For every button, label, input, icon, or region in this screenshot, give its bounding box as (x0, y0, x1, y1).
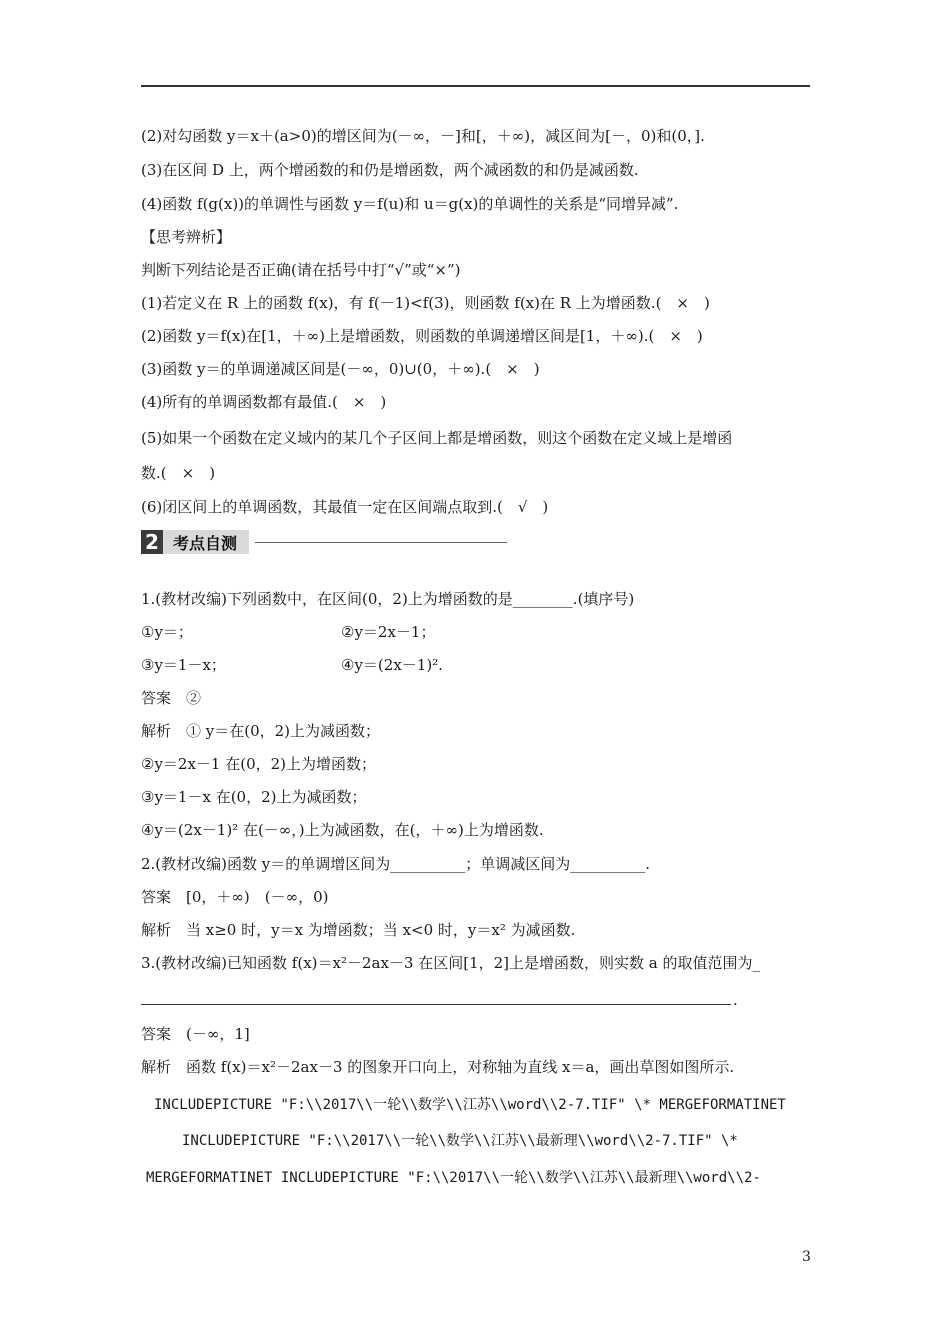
text-line: (6)闭区间上的单调函数，其最值一定在区间端点取到.( √ ) (141, 498, 549, 516)
text-line: ④y＝(2x－1)² 在(－∞，)上为减函数，在(，＋∞)上为增函数. (141, 821, 544, 839)
question-3: 3.(教材改编)已知函数 f(x)＝x²－2ax－3 在区间[1，2]上是增函数，则实数 a 的取值范围为_ (141, 954, 761, 972)
answer-2: 答案 [0，＋∞) (－∞，0) (141, 888, 329, 906)
text-line: ②y＝2x－1 在(0，2)上为增函数； (141, 755, 377, 773)
option-1: ①y＝； (141, 623, 193, 641)
text-line: 判断下列结论是否正确(请在括号中打“√”或“×”) (141, 261, 461, 279)
text-line: (2)函数 y＝f(x)在[1，＋∞)上是增函数，则函数的单调递增区间是[1，＋∞).( × ) (141, 327, 703, 345)
field-code: INCLUDEPICTURE "F:\\2017\\一轮\\数学\\江苏\\最新理\\word\\2-7.TIF" \* (182, 1133, 738, 1149)
text-line: (4)所有的单调函数都有最值.( × ) (141, 393, 387, 411)
question-1: 1.(教材改编)下列函数中，在区间(0，2)上为增函数的是________.(填序号) (141, 590, 635, 608)
analysis-3: 解析 函数 f(x)＝x²－2ax－3 的图象开口向上，对称轴为直线 x＝a，画出草图如图所示. (141, 1058, 735, 1076)
field-code: INCLUDEPICTURE "F:\\2017\\一轮\\数学\\江苏\\word\\2-7.TIF" \* MERGEFORMATINET (154, 1097, 786, 1113)
field-code: MERGEFORMATINET INCLUDEPICTURE "F:\\2017\\一轮\\数学\\江苏\\最新理\\word\\2- (146, 1170, 761, 1186)
text-line: (3)函数 y＝的单调递减区间是(－∞，0)∪(0，＋∞).( × ) (141, 360, 540, 378)
text-line: . (733, 991, 738, 1009)
section-rule (255, 542, 507, 543)
question-2: 2.(教材改编)函数 y＝的单调增区间为__________；单调减区间为__________. (141, 855, 651, 873)
text-line: (1)若定义在 R 上的函数 f(x)，有 f(－1)<f(3)，则函数 f(x)在 R 上为增函数.( × ) (141, 294, 710, 312)
answer-3: 答案 (－∞，1] (141, 1025, 250, 1043)
text-line: (4)函数 f(g(x))的单调性与函数 y＝f(u)和 u＝g(x)的单调性的关系是“同增异减”. (141, 195, 679, 213)
section-banner (141, 529, 507, 555)
analysis-2: 解析 当 x≥0 时，y＝x 为增函数；当 x<0 时，y＝x² 为减函数. (141, 921, 576, 939)
text-line: (2)对勾函数 y＝x＋(a>0)的增区间为(－∞，－]和[，＋∞)，减区间为[－，0)和(0，]. (141, 127, 705, 145)
text-line: 数.( × ) (141, 464, 216, 482)
option-2: ②y＝2x－1； (341, 623, 436, 641)
section-title: 考点自测 (163, 530, 249, 554)
header-rule (141, 85, 810, 87)
text-line: ③y＝1－x 在(0，2)上为减函数； (141, 788, 367, 806)
answer-blank-line (141, 1004, 731, 1005)
option-3: ③y＝1－x； (141, 656, 226, 674)
option-4: ④y＝(2x－1)². (341, 656, 443, 674)
heading-thinking: 【思考辨析】 (141, 228, 232, 246)
text-line: (5)如果一个函数在定义域内的某几个子区间上都是增函数，则这个函数在定义域上是增函 (141, 429, 733, 447)
page-number: 3 (802, 1249, 811, 1265)
analysis-1: 解析 ① y＝在(0，2)上为减函数； (141, 722, 381, 740)
text-line: (3)在区间 D 上，两个增函数的和仍是增函数，两个减函数的和仍是减函数. (141, 161, 639, 179)
section-number: 2 (141, 530, 163, 554)
answer-1: 答案 ② (141, 689, 202, 707)
